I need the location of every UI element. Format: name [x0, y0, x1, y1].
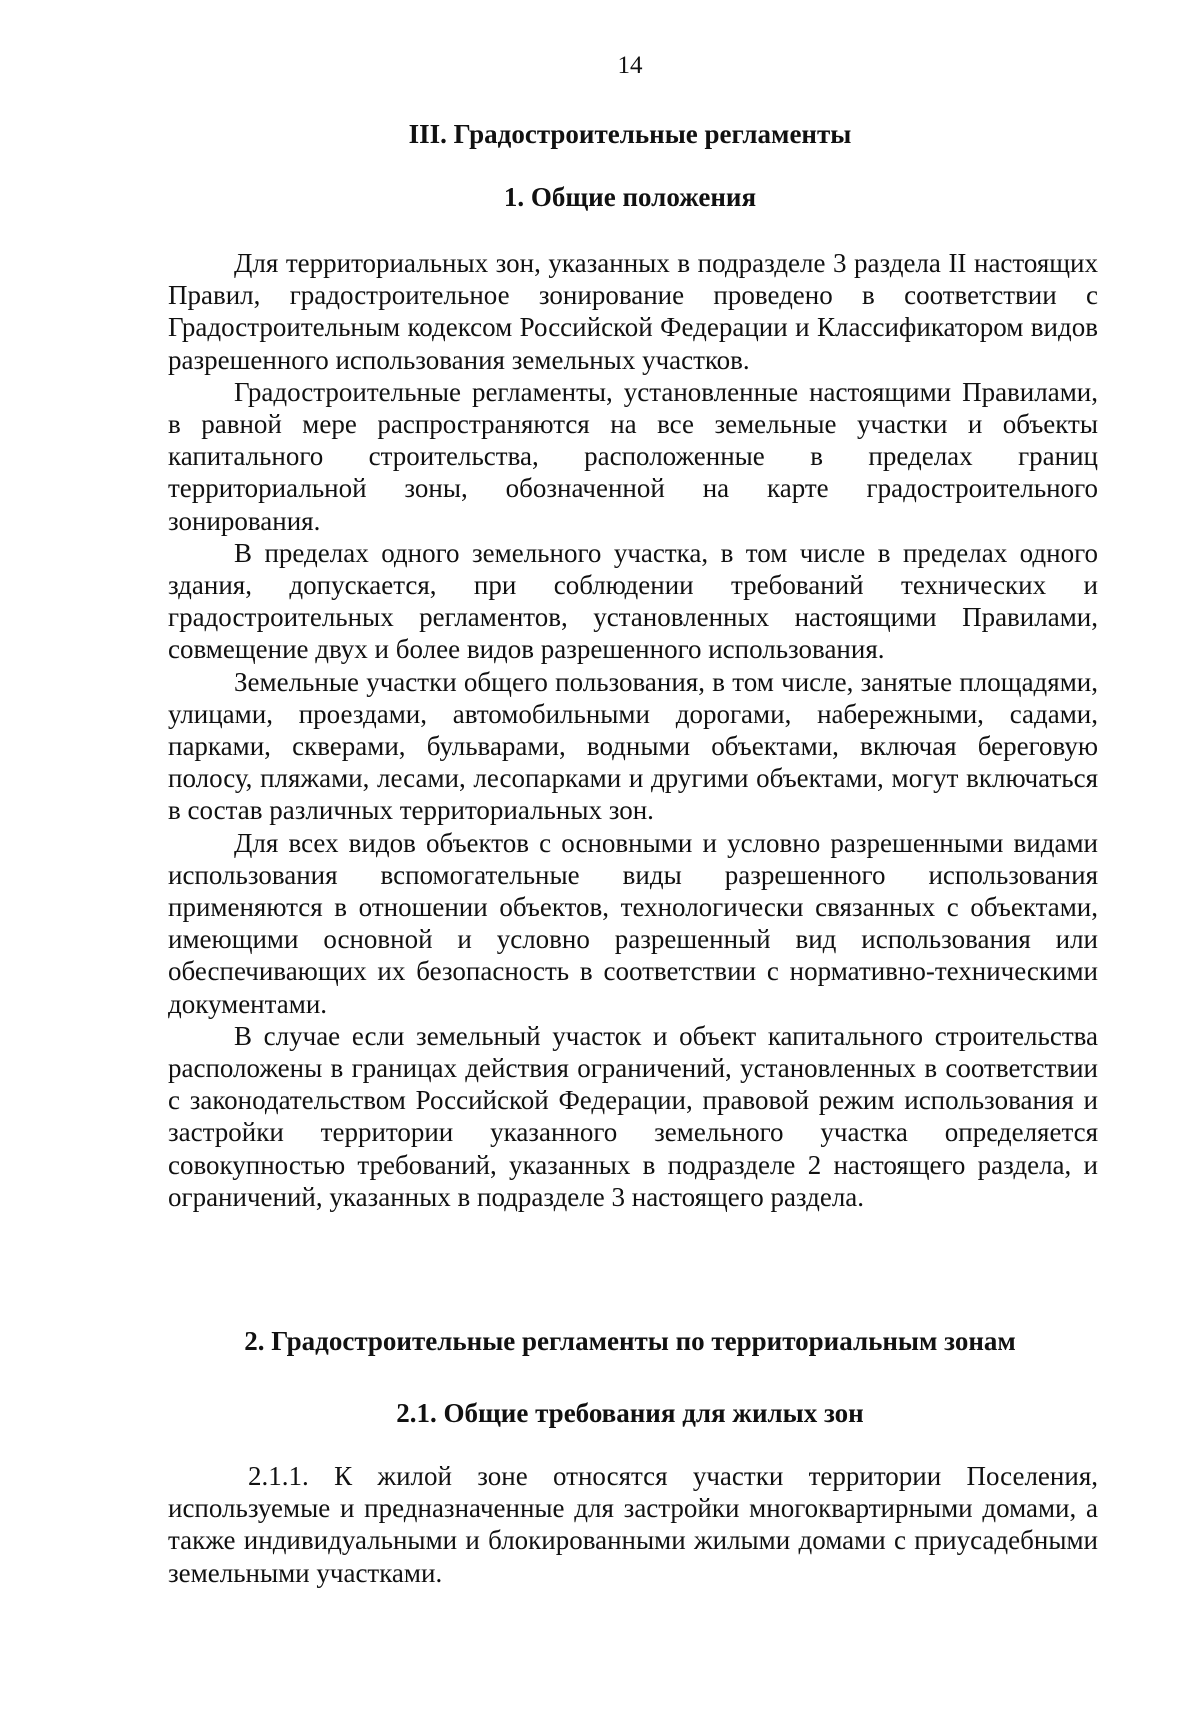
paragraph: Для территориальных зон, указанных в подразделе 3 раздела II настоящих Правил, градостроительное зонирование проведено в соответствии с Градостроительным кодексом Российской Федерации и Классификатором видов разрешенного использования земельных участков.: [168, 248, 1098, 375]
paragraph: 2.1.1. К жилой зоне относятся участки территории Поселения, используемые и предназначенные для застройки многоквартирными домами, а также индивидуальными и блокированными жилыми домами с приусадебными земельными участками.: [168, 1461, 1098, 1588]
general-provisions-text: [168, 247, 1098, 1213]
paragraph: Земельные участки общего пользования, в том числе, занятые площадями, улицами, проездами, автомобильными дорогами, набережными, садами, парками, скверами, бульварами, водными объектами, включая береговую полосу, пляжами, лесами, лесопарками и другими объектами, могут включаться в состав различных территориальных зон.: [168, 666, 1098, 826]
residential-zones-text: [168, 1460, 1098, 1589]
subsection-title-residential: 2.1. Общие требования для жилых зон: [396, 1398, 864, 1428]
paragraph: Для всех видов объектов с основными и условно разрешенными видами использования вспомогательные виды разрешенного использования применяются в отношении объектов, технологически связанных с объектами, имеющими основной и условно разрешенный вид использования или обеспечивающих их безопасность в соответствии с нормативно-техническими документами.: [168, 827, 1098, 1019]
paragraph: Градостроительные регламенты, установленные настоящими Правилами, в равной мере распространяются на все земельные участки и объекты капитального строительства, расположенные в пределах границ территориальной зоны, обозначенной на карте градостроительного зонирования.: [168, 376, 1098, 536]
subsection-title-general: 1. Общие положения: [503, 182, 757, 212]
section-title: III. Градостроительные регламенты: [408, 119, 852, 149]
paragraph: В случае если земельный участок и объект капитального строительства расположены в границах действия ограничений, установленных в соответствии с законодательством Российской Федерации, правовой режим использования и застройки территории указанного земельного участка определяется совокупностью требований, указанных в подразделе 2 настоящего раздела, и ограничений, указанных в подразделе 3 настоящего раздела.: [168, 1020, 1098, 1212]
page-number: 14: [617, 52, 643, 79]
paragraph: В пределах одного земельного участка, в том числе в пределах одного здания, допускается, при соблюдении требований технических и градостроительных регламентов, установленных настоящими Правилами, совмещение двух и более видов разрешенного использования.: [168, 537, 1098, 665]
subsection-title-zones: 2. Градостроительные регламенты по территориальным зонам: [244, 1326, 1016, 1356]
